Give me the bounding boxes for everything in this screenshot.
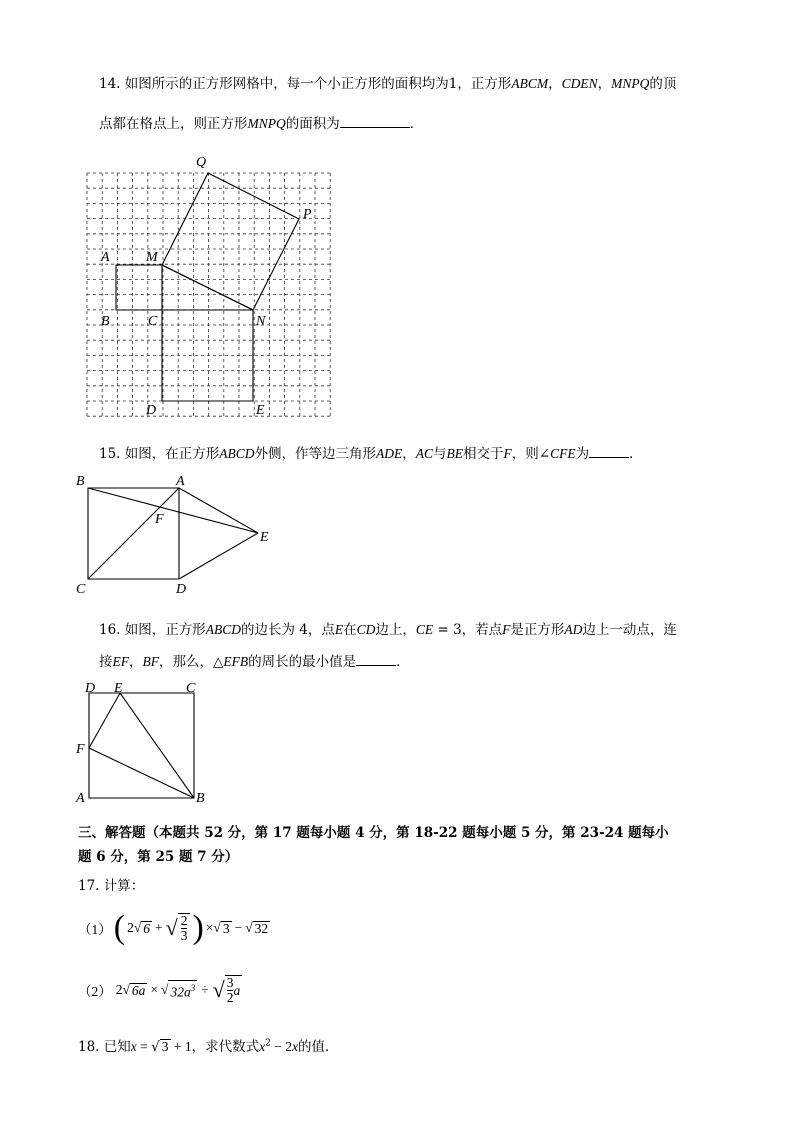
q16-text: = 3，若点	[433, 622, 503, 638]
q17-part2	[78, 970, 242, 1010]
label-d: D	[85, 681, 96, 696]
section3-heading-line2: 题 6 分，第 25 题 7 分）	[78, 849, 239, 865]
section3-heading-line1: 三、解答题（本题共 52 分，第 17 题每小题 4 分，第 18-22 题每小题 5 分，第 23-24 题每小	[78, 825, 669, 841]
fraction-3-2	[227, 976, 234, 1005]
exponent: 3	[190, 983, 196, 994]
label-d: D	[146, 403, 157, 418]
label-f: F	[76, 742, 85, 757]
variable-a: a	[233, 982, 241, 998]
q16-text: 边上，	[375, 622, 416, 638]
var-x: x	[291, 1039, 298, 1054]
q15-ac: AC	[415, 446, 434, 461]
label-b: B	[101, 314, 110, 329]
label-q: Q	[196, 155, 207, 170]
q14-square-mnpq: MNPQ	[611, 76, 650, 91]
q15-square: ABCD	[219, 446, 255, 461]
label-a: A	[176, 474, 185, 489]
q16-text: 的边长为 4，点	[241, 622, 335, 638]
left-paren: (	[113, 909, 126, 946]
label-e: E	[256, 403, 265, 418]
q15-triangle: ADE	[376, 446, 403, 461]
q15-end: ．	[629, 446, 643, 462]
label-n: N	[256, 314, 266, 329]
q18-text: 18. 已知	[78, 1039, 131, 1055]
numerator: 3	[226, 975, 234, 990]
var-x: x	[130, 1039, 137, 1054]
q16-text: ，那么，△	[159, 654, 224, 670]
label-e: E	[260, 530, 269, 545]
q16-point-f: F	[502, 622, 511, 637]
label-b: B	[76, 474, 85, 489]
q14-square-cden: CDEN	[561, 76, 598, 91]
denominator: 2	[226, 990, 234, 1005]
q15-text: 相交于	[463, 446, 504, 462]
exponent: 2	[265, 1038, 271, 1049]
segment-fb	[89, 748, 194, 798]
divide: ÷	[201, 982, 209, 997]
label-b: B	[196, 791, 205, 806]
q16-text: 是正方形	[510, 622, 565, 638]
radicand-3-2-a	[225, 975, 243, 1005]
denominator: 3	[180, 928, 188, 943]
label-d: D	[176, 582, 187, 597]
radicand-6a: 6a	[131, 982, 146, 998]
label-c: C	[148, 314, 158, 329]
radicand-32: 32	[254, 920, 269, 936]
q16-text: 在	[343, 622, 357, 638]
q15-f: F	[503, 446, 512, 461]
q14-text: 的面积为	[285, 116, 340, 132]
right-paren: )	[192, 909, 204, 946]
times: ×	[150, 982, 159, 997]
equals: =	[136, 1039, 152, 1054]
q14-square-mnpq: MNPQ	[247, 116, 286, 131]
q15-text: 15. 如图，在正方形	[99, 446, 220, 462]
q14-square-abcm: ABCM	[511, 76, 549, 91]
q16-text: ，	[129, 654, 143, 670]
sqrt-symbol: √	[212, 977, 225, 1002]
sqrt-symbol: √	[213, 920, 221, 935]
plus-one: + 1	[170, 1039, 192, 1054]
q15-text: 外侧，作等边三角形	[254, 446, 377, 462]
q15-text: ，	[402, 446, 416, 462]
q14-comma: ，	[548, 76, 562, 92]
q16-triangle: EFB	[223, 654, 249, 669]
q14-end: ．	[409, 116, 424, 132]
q14-text: 的顶	[649, 76, 677, 92]
label-c: C	[76, 582, 86, 597]
radicand-32a3	[168, 980, 197, 1000]
q17-title: 17. 计算：	[78, 878, 145, 894]
coef: 2	[127, 920, 134, 935]
sqrt-symbol: √	[245, 920, 253, 935]
segment-ef	[89, 693, 120, 748]
q14-text: 14. 如图所示的正方形网格中，每一个小正方形的面积均为1，正方形	[99, 76, 512, 92]
q18-text: ，求代数式	[191, 1039, 260, 1055]
sqrt-symbol: √	[165, 915, 178, 940]
q16-ad: AD	[564, 622, 583, 637]
plus: +	[155, 920, 163, 935]
q18-text: 的值．	[297, 1039, 339, 1055]
minus: −	[234, 920, 243, 935]
q16-bf: BF	[142, 654, 159, 669]
q15-text: 为	[575, 446, 590, 462]
q16-point-e: E	[334, 622, 344, 637]
sqrt-symbol: √	[161, 982, 169, 997]
q16-cd: CD	[356, 622, 376, 637]
radicand-6: 6	[143, 920, 150, 936]
q16-ce: CE	[415, 622, 434, 637]
q18-line	[78, 1035, 338, 1055]
numerator: 2	[180, 913, 188, 928]
q16-square: ABCD	[205, 622, 242, 637]
label-f: F	[155, 512, 164, 527]
times: ×	[205, 920, 214, 935]
label-p: P	[303, 207, 312, 222]
q15-be: BE	[446, 446, 464, 461]
q15-text: ，则∠	[511, 446, 551, 462]
base: 32a	[170, 984, 191, 1000]
label-a: A	[76, 791, 85, 806]
radicand-3: 3	[161, 1039, 169, 1054]
q16-ef: EF	[112, 654, 129, 669]
q16-text: 16. 如图，正方形	[99, 622, 206, 638]
q16-end: ．	[396, 654, 410, 670]
sqrt-symbol: √	[122, 982, 130, 997]
fraction-2-3	[178, 913, 191, 943]
q17-part1	[78, 908, 270, 948]
q17-part1-label: （1）	[78, 922, 112, 937]
label-e: E	[114, 681, 123, 696]
radicand-3: 3	[222, 920, 230, 936]
var-x: x	[259, 1039, 266, 1054]
q16-text: 的周长的最小值是	[248, 654, 357, 670]
q14-comma: ，	[597, 76, 612, 92]
sqrt-symbol: √	[151, 1039, 160, 1055]
coef: 2	[115, 982, 123, 997]
label-a: A	[101, 250, 110, 265]
q17-part2-label: （2）	[78, 984, 112, 999]
q15-text: 与	[433, 446, 447, 462]
sqrt-symbol: √	[133, 920, 142, 935]
q15-angle: CFE	[550, 446, 576, 461]
segment-eb	[120, 693, 194, 798]
square-abcd	[89, 693, 194, 798]
q16-text: 边上一动点，连	[582, 622, 677, 638]
minus-two: − 2	[270, 1039, 292, 1054]
label-c: C	[186, 681, 196, 696]
q16-text: 接	[99, 654, 113, 670]
label-m: M	[146, 250, 158, 265]
q14-text: 点都在格点上，则正方形	[99, 116, 248, 132]
